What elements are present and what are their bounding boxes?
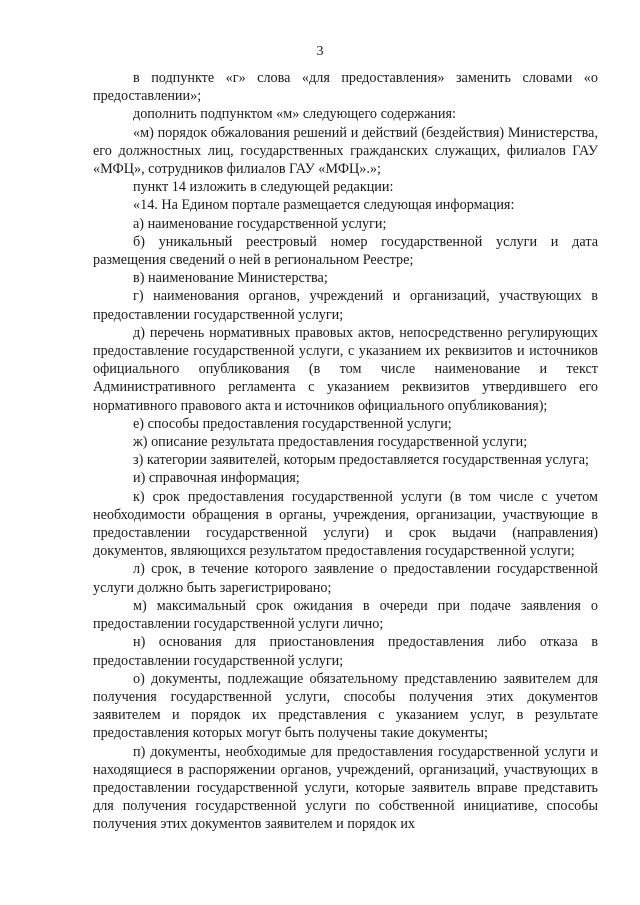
paragraph-4: пункт 14 изложить в следующей редакции: bbox=[133, 179, 394, 196]
list-item-a: а) наименование государственной услуги; bbox=[133, 215, 387, 232]
list-item-p: п) документы, необходимые для предоставления государственной услуги и находящиеся в распоряжении органов, учреждений, организаций, участвующих в предоставлении государственной услуги, которые заявитель вправе представить для получения государственной услуги по собственной инициативе, способы получения этих документов заявителем и порядок их bbox=[93, 743, 598, 833]
list-item-m: м) максимальный срок ожидания в очереди при подаче заявления о предоставлении государственной услуги лично; bbox=[93, 597, 598, 633]
paragraph-3: «м) порядок обжалования решений и действий (бездействия) Министерства, его должностных лиц, государственных гражданских служащих, филиалов ГАУ «МФЦ», сотрудников филиалов ГАУ «МФЦ».»; bbox=[93, 124, 598, 178]
list-item-g: г) наименования органов, учреждений и организаций, участвующих в предоставлении государственной услуги; bbox=[93, 288, 598, 323]
document-body bbox=[93, 69, 598, 834]
list-item-e: е) способы предоставления государственной услуги; bbox=[133, 415, 452, 432]
paragraph-1: в подпункте «г» слова «для предоставления» заменить словами «о предоставлении»; bbox=[93, 70, 598, 105]
list-item-o: о) документы, подлежащие обязательному представлению заявителем для получения государственной услуги, способы получения этих документов заявителем и порядок их представления с указанием услуг, в результате предоставления которых могут быть получены такие документы; bbox=[93, 670, 598, 742]
list-item-v: в) наименование Министерства; bbox=[133, 270, 328, 287]
list-item-z: з) категории заявителей, которым предоставляется государственная услуга; bbox=[133, 452, 589, 469]
paragraph-5: «14. На Едином портале размещается следующая информация: bbox=[133, 197, 515, 214]
list-item-zh: ж) описание результата предоставления государственной услуги; bbox=[133, 434, 528, 451]
list-item-b: б) уникальный реестровый номер государственной услуги и дата размещения сведений о ней в региональном Реестре; bbox=[93, 233, 598, 269]
list-item-n: н) основания для приостановления предоставления либо отказа в предоставлении государственной услуги; bbox=[93, 634, 598, 669]
list-item-d: д) перечень нормативных правовых актов, непосредственно регулирующих предоставление государственной услуги, с указанием их реквизитов и источников официального опубликования (в том числе наименование и текст Административного регламента с указанием реквизитов утвердившего его нормативного правового акта и источников официального опубликования); bbox=[93, 324, 598, 414]
page-number: 3 bbox=[316, 44, 324, 59]
list-item-k: к) срок предоставления государственной услуги (в том числе с учетом необходимости обращения в органы, учреждения, организации, участвующие в предоставлении государственной услуги) и срок выдачи (направления) документов, являющихся результатом предоставления государственной услуги; bbox=[93, 488, 598, 560]
paragraph-2: дополнить подпунктом «м» следующего содержания: bbox=[133, 106, 456, 123]
list-item-i: и) справочная информация; bbox=[133, 470, 300, 487]
list-item-l: л) срок, в течение которого заявление о предоставлении государственной услуги должно быть зарегистрировано; bbox=[93, 561, 598, 596]
